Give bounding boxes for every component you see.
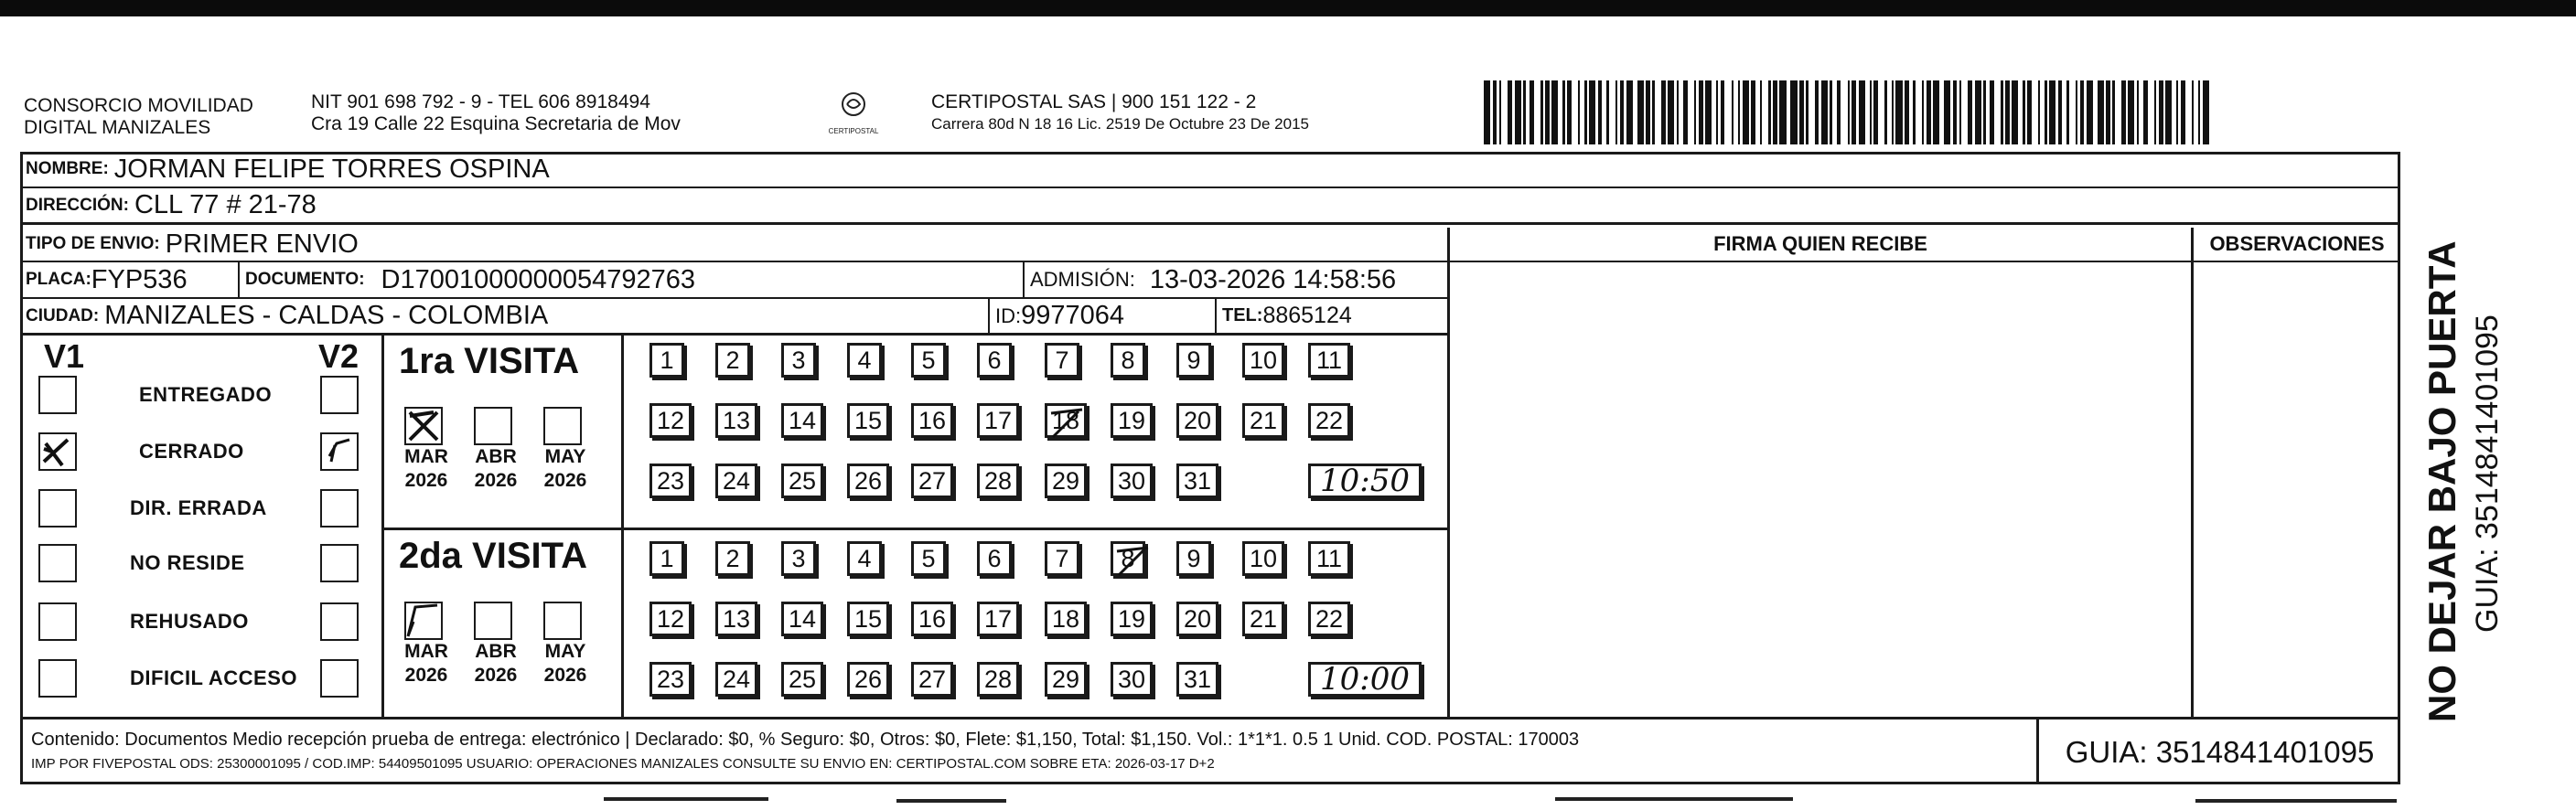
day-number: 13 [722, 604, 751, 633]
month-checkbox[interactable] [404, 407, 443, 445]
check-mark-icon [406, 603, 441, 638]
visit-time-box[interactable] [1308, 464, 1422, 498]
day-box-9[interactable] [1176, 343, 1211, 378]
ciudad-row [20, 299, 1447, 336]
month-option[interactable] [470, 407, 521, 493]
barcode-bar [1668, 80, 1674, 144]
visita-1-months [384, 336, 624, 528]
barcode-bar [2098, 80, 2104, 144]
status-column [20, 336, 384, 717]
day-number: 25 [788, 665, 817, 693]
barcode-bar [1895, 80, 1902, 144]
month-checkbox[interactable] [543, 602, 582, 640]
v2-header: V2 [318, 337, 360, 375]
v2-checkbox[interactable] [320, 544, 359, 582]
day-number: 31 [1183, 466, 1212, 495]
barcode-bar [1916, 80, 1922, 144]
company-name [24, 95, 253, 139]
certi-line-2: Carrera 80d N 18 16 Lic. 2519 De Octubre 23 De 2015 [931, 115, 1309, 133]
visita-1-title: 1ra VISITA [399, 341, 580, 381]
visita-2-months [384, 530, 624, 717]
visita-2 [384, 530, 1447, 717]
check-mark-icon [322, 434, 357, 469]
barcode-bar [1637, 80, 1644, 144]
day-box-18[interactable] [1045, 602, 1087, 636]
month-option[interactable] [540, 602, 591, 687]
day-number: 6 [987, 544, 1002, 572]
day-number: 23 [656, 466, 685, 495]
barcode-bar [1859, 80, 1865, 144]
month-name: MAR [404, 446, 448, 467]
certipostal-info [931, 91, 1309, 135]
day-box-18[interactable] [1045, 403, 1087, 438]
day-number: 1 [660, 346, 674, 374]
certi-line-1: CERTIPOSTAL SAS | 900 151 122 - 2 [931, 91, 1257, 112]
barcode-bar [2069, 80, 2076, 144]
day-box-27[interactable] [911, 464, 953, 498]
day-number: 27 [918, 665, 947, 693]
company-nit [311, 91, 681, 135]
v1-checkbox[interactable] [38, 602, 77, 641]
barcode [1484, 80, 2216, 144]
day-number: 5 [921, 346, 936, 374]
nombre-label: NOMBRE: [26, 159, 109, 178]
barcode-bar [1534, 80, 1540, 144]
barcode-bar [2148, 80, 2154, 144]
visita-2-title: 2da VISITA [399, 536, 587, 576]
barcode-bar [1515, 80, 1521, 144]
day-strike-icon [1047, 406, 1089, 441]
day-box-16[interactable] [911, 602, 953, 636]
admision-label: ADMISIÓN: [1030, 268, 1135, 291]
day-box-6[interactable] [977, 541, 1012, 576]
barcode-bar [2203, 80, 2209, 144]
day-number: 30 [1117, 466, 1146, 495]
day-number: 1 [660, 544, 674, 572]
day-box-16[interactable] [911, 403, 953, 438]
barcode-bar [1878, 80, 1884, 144]
day-number: 15 [853, 604, 883, 633]
day-box-11[interactable] [1308, 343, 1350, 378]
day-number: 4 [857, 544, 872, 572]
day-number: 3 [791, 346, 806, 374]
day-box-4[interactable] [847, 541, 882, 576]
barcode-bar [1994, 80, 2001, 144]
day-box-31[interactable] [1176, 464, 1218, 498]
day-box-27[interactable] [911, 662, 953, 697]
observaciones-area[interactable] [2194, 262, 2400, 717]
scan-mark [1555, 797, 1793, 801]
day-number: 15 [853, 406, 883, 434]
barcode-bar [2012, 80, 2018, 144]
day-box-14[interactable] [781, 403, 823, 438]
day-number: 18 [1051, 406, 1080, 434]
day-number: 8 [1121, 544, 1135, 572]
day-number: 28 [983, 466, 1013, 495]
barcode-bar [1961, 80, 1968, 144]
month-option[interactable] [401, 602, 452, 687]
placa-cell [20, 262, 240, 297]
day-number: 19 [1117, 406, 1146, 434]
day-number: 20 [1183, 604, 1212, 633]
day-number: 7 [1055, 544, 1069, 572]
month-name: MAY [544, 641, 586, 662]
id-value: 9977064 [1021, 301, 1125, 330]
day-number: 7 [1055, 346, 1069, 374]
barcode-bar [1743, 80, 1749, 144]
day-box-7[interactable] [1045, 343, 1079, 378]
visita-1 [384, 336, 1447, 530]
barcode-bar [1790, 80, 1797, 144]
day-number: 11 [1315, 346, 1343, 374]
firma-header-label: FIRMA QUIEN RECIBE [1713, 232, 1927, 255]
day-box-8[interactable] [1111, 343, 1145, 378]
month-year: 2026 [543, 470, 587, 491]
visit-time-handwritten: 10:50 [1320, 463, 1410, 499]
barcode-bar [1688, 80, 1694, 144]
month-name: ABR [475, 641, 517, 662]
scan-mark [604, 797, 768, 801]
logo-icon [812, 88, 895, 143]
day-box-10[interactable] [1242, 541, 1284, 576]
day-box-20[interactable] [1176, 403, 1218, 438]
direccion-label: DIRECCIÓN: [26, 195, 129, 215]
day-number: 27 [918, 466, 947, 495]
barcode-bar [1705, 80, 1712, 144]
day-number: 2 [725, 544, 740, 572]
visit-time-box[interactable] [1308, 662, 1422, 697]
day-number: 24 [722, 665, 751, 693]
day-number: 9 [1186, 346, 1201, 374]
direccion-row [20, 188, 2400, 225]
month-year: 2026 [474, 665, 518, 686]
day-box-31[interactable] [1176, 662, 1218, 697]
v2-checkbox[interactable] [320, 489, 359, 528]
day-box-29[interactable] [1045, 662, 1087, 697]
day-box-26[interactable] [847, 464, 889, 498]
firma-header [1450, 228, 2191, 262]
day-number: 21 [1249, 406, 1278, 434]
v2-checkbox[interactable] [320, 432, 359, 471]
day-number: 21 [1249, 604, 1278, 633]
day-box-10[interactable] [1242, 343, 1284, 378]
day-number: 30 [1117, 665, 1146, 693]
status-option-label: CERRADO [139, 440, 244, 463]
day-box-2[interactable] [715, 541, 750, 576]
day-number: 26 [853, 665, 883, 693]
day-number: 10 [1249, 346, 1278, 374]
day-number: 13 [722, 406, 751, 434]
id-label: ID: [995, 304, 1022, 327]
day-number: 12 [656, 406, 685, 434]
day-box-11[interactable] [1308, 541, 1350, 576]
day-box-23[interactable] [649, 662, 692, 697]
day-number: 14 [788, 604, 817, 633]
day-number: 29 [1051, 466, 1080, 495]
tipo-envio-label: TIPO DE ENVIO: [26, 234, 160, 253]
day-box-28[interactable] [977, 662, 1019, 697]
company-line-1: CONSORCIO MOVILIDAD [24, 95, 253, 116]
month-option[interactable] [401, 407, 452, 493]
day-box-12[interactable] [649, 403, 692, 438]
day-box-15[interactable] [847, 602, 889, 636]
barcode-bar [1762, 80, 1768, 144]
tel-label: TEL: [1222, 305, 1263, 325]
day-box-22[interactable] [1308, 403, 1350, 438]
day-box-14[interactable] [781, 602, 823, 636]
v1-checkbox[interactable] [38, 376, 77, 414]
day-number: 11 [1315, 544, 1343, 572]
tipo-envio-value: PRIMER ENVIO [165, 229, 359, 259]
barcode-bar [1724, 80, 1731, 144]
barcode-bar [1821, 80, 1828, 144]
month-option[interactable] [540, 407, 591, 493]
barcode-bar [1501, 80, 1508, 144]
day-number: 5 [921, 544, 936, 572]
barcode-bar [1809, 80, 1815, 144]
footer-text [31, 730, 1579, 772]
day-box-25[interactable] [781, 464, 823, 498]
placa-row [20, 262, 1447, 299]
day-box-2[interactable] [715, 343, 750, 378]
id-cell [990, 299, 1217, 333]
barcode-bar [1933, 80, 1939, 144]
day-box-19[interactable] [1111, 403, 1153, 438]
barcode-bar [1589, 80, 1595, 144]
month-name: ABR [475, 446, 517, 467]
barcode-bar [2049, 80, 2055, 144]
day-number: 29 [1051, 665, 1080, 693]
day-box-26[interactable] [847, 662, 889, 697]
footer-contenido: Contenido: Documentos Medio recepción prueba de entrega: electrónico | Declarado: $0, % Seguro: $0, Otros: $0, Flete: $1,150, Total: $1,150. Vol.: 1*1*1. 0.5 1 Unid. COD. POSTAL: 170003 [31, 730, 1580, 750]
v1-checkbox[interactable] [38, 432, 77, 471]
day-box-13[interactable] [715, 602, 757, 636]
svg-text:CERTIPOSTAL: CERTIPOSTAL [828, 127, 879, 135]
day-number: 22 [1315, 604, 1344, 633]
company-line-2: DIGITAL MANIZALES [24, 117, 211, 138]
direccion-value: CLL 77 # 21-78 [134, 190, 317, 219]
month-checkbox[interactable] [404, 602, 443, 640]
barcode-bar [1609, 80, 1615, 144]
day-box-4[interactable] [847, 343, 882, 378]
month-name: MAR [404, 641, 448, 662]
observaciones-header-label: OBSERVACIONES [2209, 232, 2385, 255]
day-box-6[interactable] [977, 343, 1012, 378]
barcode-bar [1655, 80, 1661, 144]
scan-top-edge [0, 0, 2576, 16]
v2-checkbox[interactable] [320, 659, 359, 698]
day-number: 4 [857, 346, 872, 374]
day-strike-icon [1113, 544, 1155, 579]
barcode-bar [1572, 80, 1578, 144]
day-number: 3 [791, 544, 806, 572]
day-number: 20 [1183, 406, 1212, 434]
barcode-bar [1975, 80, 1981, 144]
day-box-29[interactable] [1045, 464, 1087, 498]
admision-value: 13-03-2026 14:58:56 [1149, 264, 1397, 294]
ciudad-label: CIUDAD: [26, 305, 100, 325]
side-guia: GUIA: 3514841401095 [2470, 314, 2505, 633]
ciudad-value: MANIZALES - CALDAS - COLOMBIA [104, 301, 549, 330]
status-option-label: NO RESIDE [130, 551, 245, 574]
observaciones-header [2194, 228, 2400, 262]
day-box-21[interactable] [1242, 403, 1284, 438]
day-number: 17 [983, 604, 1013, 633]
scan-bottom-edge [0, 794, 2576, 806]
day-number: 17 [983, 406, 1013, 434]
day-number: 31 [1183, 665, 1212, 693]
barcode-bar [1626, 80, 1633, 144]
status-option-label: REHUSADO [130, 610, 249, 633]
status-option-label: DIR. ERRADA [130, 496, 267, 519]
day-box-30[interactable] [1111, 464, 1153, 498]
month-year: 2026 [474, 470, 518, 491]
nombre-row [20, 152, 2400, 188]
check-mark-icon [40, 434, 75, 469]
day-box-17[interactable] [977, 403, 1019, 438]
status-option-label: ENTREGADO [139, 383, 273, 406]
day-box-5[interactable] [911, 343, 946, 378]
tipo-envio-row [20, 228, 1447, 262]
day-box-12[interactable] [649, 602, 692, 636]
day-box-28[interactable] [977, 464, 1019, 498]
nit-line-1: NIT 901 698 792 - 9 - TEL 606 8918494 [311, 91, 650, 112]
month-year: 2026 [543, 665, 587, 686]
day-number: 16 [918, 406, 947, 434]
barcode-bar [1944, 80, 1950, 144]
day-number: 9 [1186, 544, 1201, 572]
barcode-bar [1779, 80, 1786, 144]
nit-line-2: Cra 19 Calle 22 Esquina Secretaria de Mov [311, 113, 681, 134]
day-number: 8 [1121, 346, 1135, 374]
barcode-bar [1484, 80, 1490, 144]
barcode-bar [2115, 80, 2121, 144]
barcode-bar [2032, 80, 2038, 144]
day-box-9[interactable] [1176, 541, 1211, 576]
v2-checkbox[interactable] [320, 602, 359, 641]
footer-imp: IMP POR FIVEPOSTAL ODS: 25300001095 / COD.IMP: 54409501095 USUARIO: OPERACIONES MANIZALES CONSULTE SU ENVIO EN: CERTIPOSTAL.COM SOBRE ETA: 2026-03-17 D+2 [31, 756, 1215, 772]
day-number: 24 [722, 466, 751, 495]
scan-mark [896, 799, 1006, 803]
day-number: 2 [725, 346, 740, 374]
day-number: 6 [987, 346, 1002, 374]
footer-guia: GUIA: 3514841401095 [2065, 734, 2375, 769]
day-box-15[interactable] [847, 403, 889, 438]
visit-block [20, 336, 1447, 717]
check-mark-icon [406, 409, 441, 443]
ciudad-cell [20, 299, 990, 333]
status-option-label: DIFICIL ACCESO [130, 666, 298, 689]
documento-label: DOCUMENTO: [245, 270, 365, 289]
day-number: 10 [1249, 544, 1278, 572]
day-number: 22 [1315, 406, 1344, 434]
placa-label: PLACA: [26, 270, 91, 289]
documento-cell [240, 262, 1025, 297]
admision-cell [1025, 262, 1447, 297]
placa-value: FYP536 [91, 264, 188, 294]
day-box-17[interactable] [977, 602, 1019, 636]
day-box-30[interactable] [1111, 662, 1153, 697]
v1-checkbox[interactable] [38, 489, 77, 528]
tel-value: 8865124 [1262, 303, 1352, 328]
month-checkbox[interactable] [474, 407, 512, 445]
day-number: 14 [788, 406, 817, 434]
day-box-5[interactable] [911, 541, 946, 576]
day-number: 26 [853, 466, 883, 495]
day-box-7[interactable] [1045, 541, 1079, 576]
day-box-1[interactable] [649, 541, 684, 576]
day-box-21[interactable] [1242, 602, 1284, 636]
day-box-3[interactable] [781, 343, 816, 378]
tel-cell [1217, 299, 1447, 333]
day-number: 25 [788, 466, 817, 495]
month-year: 2026 [404, 470, 448, 491]
firma-area[interactable] [1450, 262, 2191, 717]
day-number: 12 [656, 604, 685, 633]
day-number: 23 [656, 665, 685, 693]
side-no-dejar: NO DEJAR BAJO PUERTA [2420, 240, 2463, 722]
day-box-25[interactable] [781, 662, 823, 697]
day-box-23[interactable] [649, 464, 692, 498]
nombre-value: JORMAN FELIPE TORRES OSPINA [113, 154, 550, 184]
day-number: 18 [1051, 604, 1080, 633]
month-year: 2026 [404, 665, 448, 686]
v1-checkbox[interactable] [38, 544, 77, 582]
day-box-19[interactable] [1111, 602, 1153, 636]
barcode-bar [1551, 80, 1558, 144]
day-box-22[interactable] [1308, 602, 1350, 636]
month-checkbox[interactable] [474, 602, 512, 640]
v1-header: V1 [44, 337, 85, 375]
day-box-3[interactable] [781, 541, 816, 576]
day-box-20[interactable] [1176, 602, 1218, 636]
day-number: 19 [1117, 604, 1146, 633]
day-number: 28 [983, 665, 1013, 693]
documento-value: D17001000000054792763 [381, 264, 696, 294]
day-box-1[interactable] [649, 343, 684, 378]
day-box-13[interactable] [715, 403, 757, 438]
barcode-bar [2165, 80, 2172, 144]
scan-mark [2195, 799, 2397, 803]
month-checkbox[interactable] [543, 407, 582, 445]
v1-checkbox[interactable] [38, 659, 77, 698]
day-box-8[interactable] [1111, 541, 1145, 576]
certipostal-logo [812, 88, 895, 143]
barcode-bar [2087, 80, 2093, 144]
month-option[interactable] [470, 602, 521, 687]
barcode-bar [2185, 80, 2192, 144]
month-name: MAY [544, 446, 586, 467]
day-box-24[interactable] [715, 464, 757, 498]
barcode-bar [2128, 80, 2134, 144]
day-number: 16 [918, 604, 947, 633]
barcode-bar [1841, 80, 1847, 144]
day-box-24[interactable] [715, 662, 757, 697]
visit-time-handwritten: 10:00 [1320, 661, 1410, 698]
v2-checkbox[interactable] [320, 376, 359, 414]
